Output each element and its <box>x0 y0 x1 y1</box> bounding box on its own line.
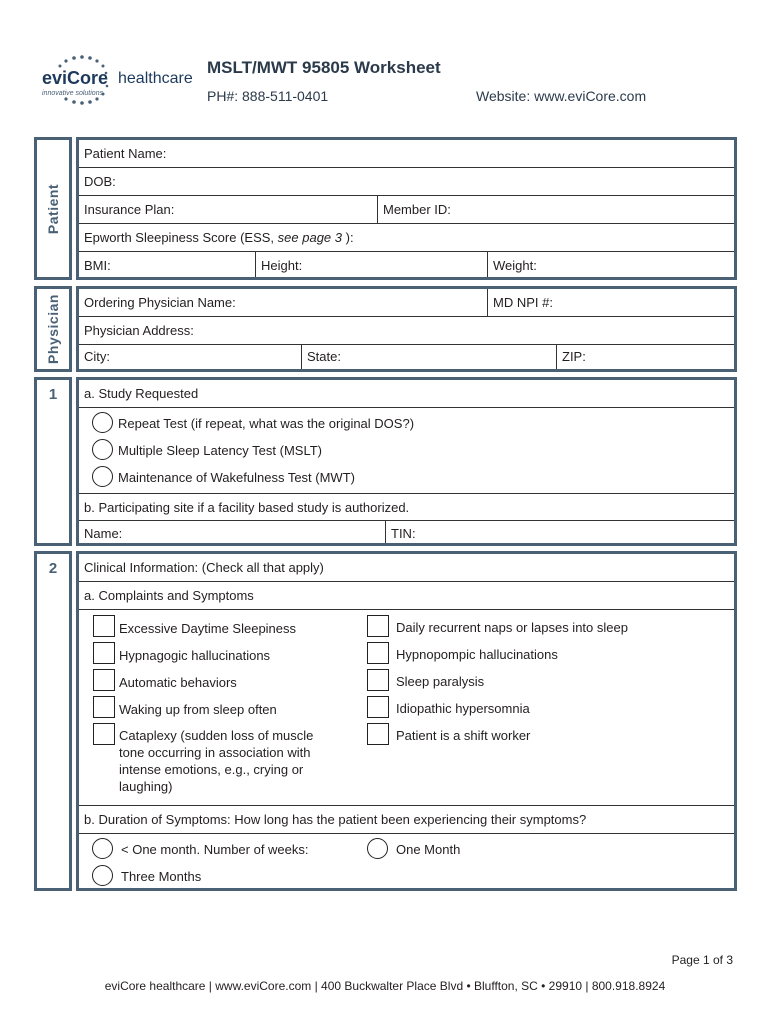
clinical-info-heading: Clinical Information: (Check all that apply) <box>84 560 324 575</box>
dob-row <box>79 168 734 196</box>
logo-primary-text: eviCore <box>42 68 109 88</box>
one-month-radio[interactable] <box>367 838 388 859</box>
physician-name-field[interactable] <box>79 289 487 316</box>
cataplexy-line: intense emotions, e.g., crying or <box>119 762 304 777</box>
logo-tagline: innovative solutions <box>42 90 104 97</box>
three-months-label: Three Months <box>121 869 202 884</box>
complaints-heading: a. Complaints and Symptoms <box>84 588 254 603</box>
cataplexy-checkbox[interactable] <box>93 723 115 745</box>
zip-label: ZIP: <box>562 349 586 364</box>
study-requested-heading: a. Study Requested <box>84 386 199 401</box>
physician-name-label: Ordering Physician Name: <box>84 295 236 310</box>
mwt-label: Maintenance of Wakefulness Test (MWT) <box>118 470 355 485</box>
cataplexy-line: Cataplexy (sudden loss of muscle <box>119 728 314 743</box>
site-name-field[interactable] <box>79 521 385 543</box>
study-requested-row <box>79 380 734 408</box>
section-1-number: 1 <box>48 386 58 403</box>
md-npi-label: MD NPI #: <box>493 295 553 310</box>
logo-secondary-text: healthcare <box>118 70 193 87</box>
study-options <box>79 408 734 494</box>
section-2-number: 2 <box>48 560 58 577</box>
site-tin-label: TIN: <box>391 526 416 541</box>
weight-field[interactable] <box>487 252 734 277</box>
patient-section-tab <box>34 137 72 280</box>
automatic-behaviors-checkbox[interactable] <box>93 669 115 691</box>
ess-label: Epworth Sleepiness Score (ESS, <box>84 230 275 245</box>
repeat-test-label: Repeat Test (if repeat, what was the original DOS?) <box>118 416 415 431</box>
dob-label: DOB: <box>84 174 116 189</box>
city-field[interactable] <box>79 345 301 369</box>
md-npi-field[interactable] <box>487 289 734 316</box>
daily-naps-checkbox[interactable] <box>367 615 389 637</box>
insurance-plan-label: Insurance Plan: <box>84 202 175 217</box>
height-label: Height: <box>261 258 303 273</box>
hypnopompic-checkbox[interactable] <box>367 642 389 664</box>
bmi-row <box>79 252 734 277</box>
less-than-one-month-label: < One month. Number of weeks: <box>121 842 309 857</box>
hypnopompic-label: Hypnopompic hallucinations <box>396 647 558 662</box>
participating-site-heading: b. Participating site if a facility based study is authorized. <box>84 500 410 515</box>
physician-name-row <box>79 289 734 317</box>
ess-field[interactable] <box>79 224 734 251</box>
city-row <box>79 345 734 369</box>
section-1-tab <box>34 377 72 546</box>
cataplexy-line: laughing) <box>119 779 173 794</box>
mwt-radio[interactable] <box>92 466 113 487</box>
website-link[interactable]: Website: www.eviCore.com <box>476 88 647 104</box>
duration-row <box>79 806 734 834</box>
page-title: MSLT/MWT 95805 Worksheet <box>207 58 441 77</box>
symptoms-grid <box>79 610 734 806</box>
waking-up-checkbox[interactable] <box>93 696 115 718</box>
section-2-tab <box>34 551 72 891</box>
ess-label-end: ): <box>345 230 354 245</box>
patient-name-label: Patient Name: <box>84 146 167 161</box>
clinical-info-row <box>79 554 734 582</box>
one-month-label: One Month <box>396 842 461 857</box>
footer-contact: eviCore healthcare | www.eviCore.com | 400 Buckwalter Place Blvd • Bluffton, SC • 29910 | 800.918.8924 <box>104 979 666 993</box>
less-than-one-month-radio[interactable] <box>92 838 113 859</box>
site-tin-field[interactable] <box>385 521 734 543</box>
dob-field[interactable] <box>79 168 734 195</box>
ess-row <box>79 224 734 252</box>
hypnagogic-checkbox[interactable] <box>93 642 115 664</box>
evicore-logo <box>30 52 200 110</box>
physician-section-tab <box>34 286 72 372</box>
ess-page-ref: see page 3 <box>277 230 343 245</box>
sleep-paralysis-checkbox[interactable] <box>367 669 389 691</box>
waking-up-label: Waking up from sleep often <box>119 702 277 717</box>
bmi-field[interactable] <box>79 252 255 277</box>
physician-section <box>76 286 737 372</box>
physician-address-field[interactable] <box>79 317 734 344</box>
site-name-row <box>79 521 734 543</box>
patient-name-row <box>79 140 734 168</box>
idiopathic-hypersomnia-checkbox[interactable] <box>367 696 389 718</box>
duration-heading: b. Duration of Symptoms: How long has the patient been experiencing their symptoms? <box>84 812 587 827</box>
idiopathic-hypersomnia-label: Idiopathic hypersomnia <box>396 701 530 716</box>
complaints-row <box>79 582 734 610</box>
mslt-label: Multiple Sleep Latency Test (MSLT) <box>118 443 322 458</box>
bmi-label: BMI: <box>84 258 111 273</box>
participating-site-row <box>79 494 734 521</box>
state-field[interactable] <box>301 345 556 369</box>
state-label: State: <box>307 349 341 364</box>
cataplexy-line: tone occurring in association with <box>119 745 311 760</box>
insurance-row <box>79 196 734 224</box>
patient-section <box>76 137 737 280</box>
physician-address-row <box>79 317 734 345</box>
cataplexy-label <box>119 727 313 795</box>
excessive-sleepiness-checkbox[interactable] <box>93 615 115 637</box>
excessive-sleepiness-label: Excessive Daytime Sleepiness <box>119 621 297 636</box>
page-number: Page 1 of 3 <box>671 953 733 967</box>
mslt-radio[interactable] <box>92 439 113 460</box>
insurance-plan-field[interactable] <box>79 196 377 223</box>
zip-field[interactable] <box>556 345 734 369</box>
hypnagogic-label: Hypnagogic hallucinations <box>119 648 271 663</box>
daily-naps-label: Daily recurrent naps or lapses into sleep <box>396 620 628 635</box>
weight-label: Weight: <box>493 258 537 273</box>
shift-worker-label: Patient is a shift worker <box>396 728 531 743</box>
height-field[interactable] <box>255 252 487 277</box>
member-id-label: Member ID: <box>383 202 451 217</box>
duration-options <box>79 834 734 888</box>
sleep-paralysis-label: Sleep paralysis <box>396 674 485 689</box>
site-name-label: Name: <box>84 526 123 541</box>
patient-name-field[interactable] <box>79 140 734 167</box>
member-id-field[interactable] <box>377 196 734 223</box>
physician-address-label: Physician Address: <box>84 323 194 338</box>
study-section <box>76 377 737 546</box>
clinical-section <box>76 551 737 891</box>
patient-section-label: Patient <box>45 183 61 234</box>
shift-worker-checkbox[interactable] <box>367 723 389 745</box>
three-months-radio[interactable] <box>92 865 113 886</box>
phone-number: PH#: 888-511-0401 <box>207 88 329 104</box>
repeat-test-radio[interactable] <box>92 412 113 433</box>
automatic-behaviors-label: Automatic behaviors <box>119 675 237 690</box>
city-label: City: <box>84 349 110 364</box>
physician-section-label: Physician <box>45 294 61 364</box>
